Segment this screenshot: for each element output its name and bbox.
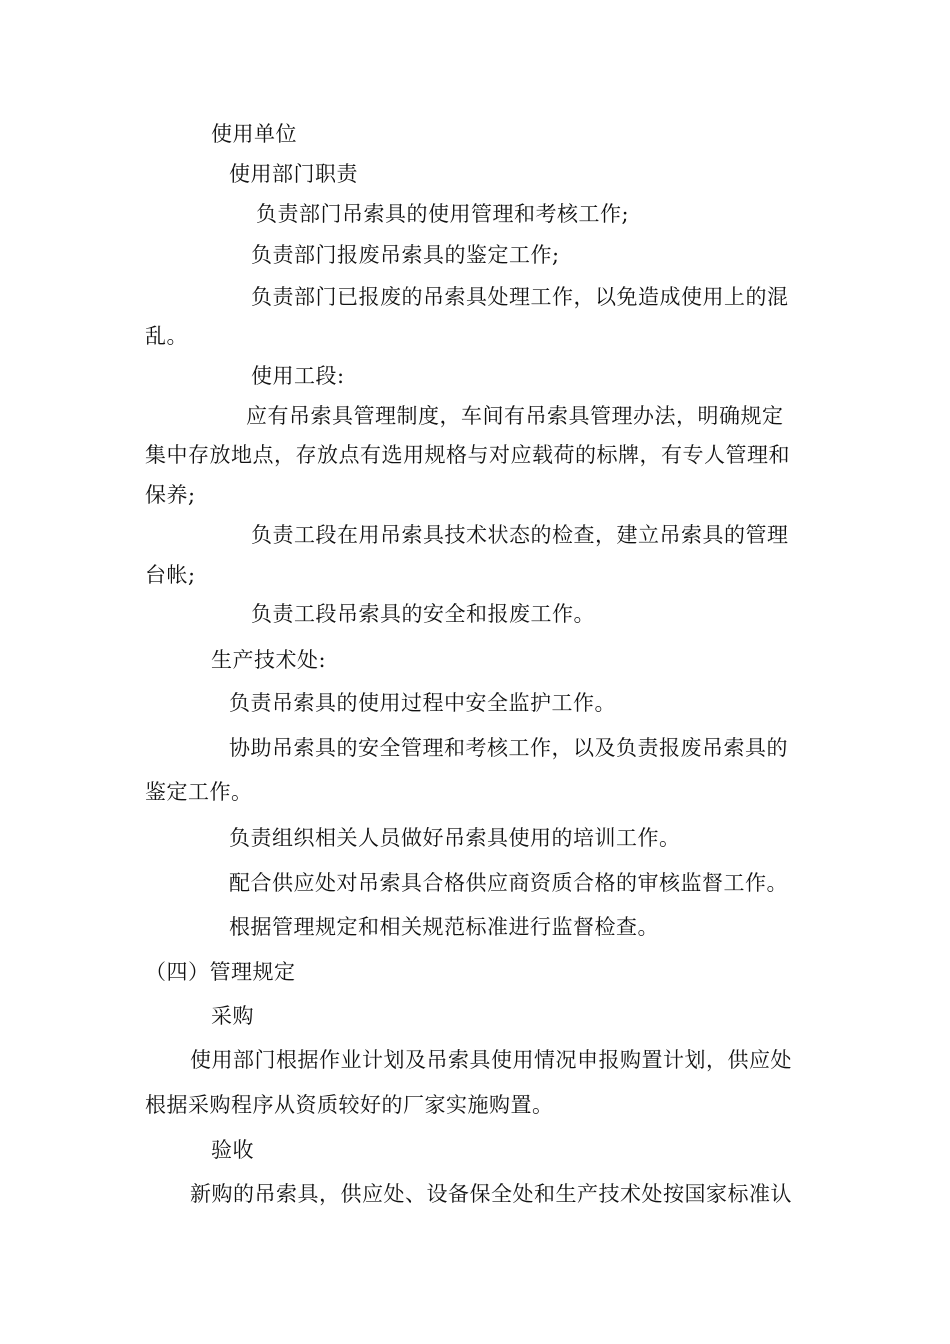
paragraph-line: 应有吊索具管理制度，车间有吊索具管理办法，明确规定	[246, 404, 784, 428]
heading-production-tech-dept: 生产技术处:	[211, 648, 327, 672]
paragraph-line: 根据采购程序从资质较好的厂家实施购置。	[145, 1093, 554, 1117]
paragraph-line: 负责工段吊索具的安全和报废工作。	[251, 602, 595, 626]
paragraph-line: 使用部门根据作业计划及吊索具使用情况申报购置计划，供应处	[190, 1048, 792, 1072]
paragraph-line: 根据管理规定和相关规范标准进行监督检查。	[229, 915, 659, 939]
paragraph-line: 负责部门报废吊索具的鉴定工作;	[251, 243, 560, 267]
heading-work-section: 使用工段:	[251, 364, 345, 388]
paragraph-line: 负责部门已报废的吊索具处理工作，以免造成使用上的混	[251, 285, 789, 309]
paragraph-line: 保养;	[145, 483, 196, 507]
paragraph-line: 协助吊索具的安全管理和考核工作，以及负责报废吊索具的	[229, 736, 788, 760]
paragraph-line: 台帐;	[145, 563, 196, 587]
paragraph-line: 负责吊索具的使用过程中安全监护工作。	[229, 691, 616, 715]
paragraph-line: 配合供应处对吊索具合格供应商资质合格的审核监督工作。	[229, 871, 788, 895]
heading-user-unit: 使用单位	[211, 122, 297, 146]
paragraph-line: 负责部门吊索具的使用管理和考核工作;	[256, 202, 630, 226]
paragraph-line: 负责组织相关人员做好吊索具使用的培训工作。	[229, 826, 681, 850]
heading-acceptance: 验收	[211, 1138, 254, 1162]
section-heading-management-rules: （四）管理规定	[145, 960, 296, 984]
heading-procurement: 采购	[211, 1004, 254, 1028]
paragraph-line: 集中存放地点，存放点有选用规格与对应载荷的标牌，有专人管理和	[145, 443, 790, 467]
paragraph-line: 新购的吊索具，供应处、设备保全处和生产技术处按国家标准认	[190, 1182, 792, 1206]
paragraph-line: 鉴定工作。	[145, 780, 253, 804]
heading-department-duties: 使用部门职责	[229, 162, 358, 186]
paragraph-line: 乱。	[145, 324, 188, 348]
paragraph-line: 负责工段在用吊索具技术状态的检查，建立吊索具的管理	[251, 523, 789, 547]
